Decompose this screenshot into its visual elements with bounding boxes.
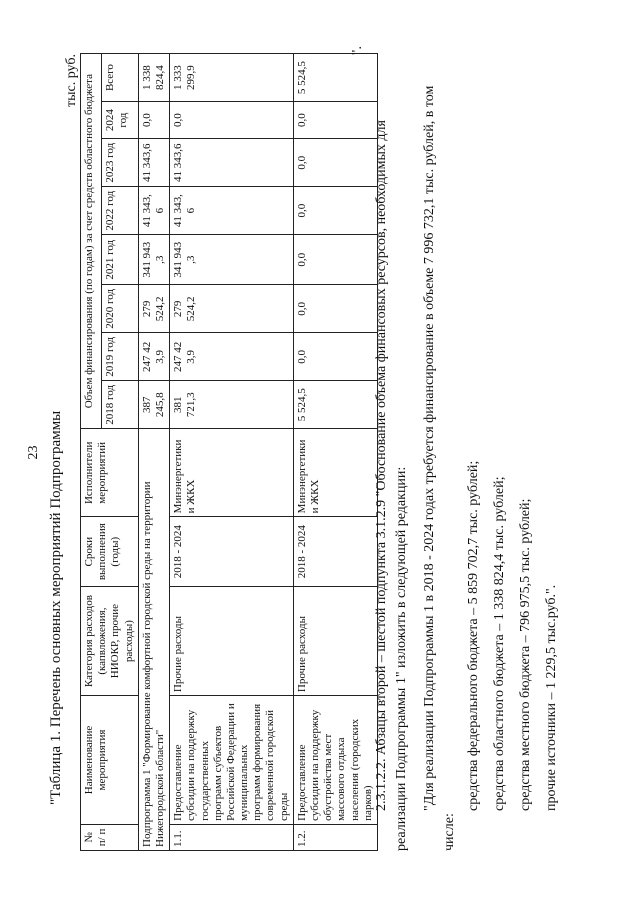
header-year: 2021 год [102,235,139,285]
table-cell: 1 338 824,4 [138,54,169,102]
table-cell: 0,0 [138,102,169,139]
table-cell: 0,0 [293,102,377,139]
header-year: 2020 год [102,285,139,333]
table-cell: 381 721,3 [170,381,294,429]
header-name: Наименование мероприятия [81,696,139,825]
header-year: 2022 год [102,187,139,235]
table-cell: 0,0 [293,333,377,381]
row-executor: Минэнергетики и ЖКХ [293,429,377,517]
row-executor: Минэнергетики и ЖКХ [170,429,294,517]
row-category: Прочие расходы [293,587,377,696]
header-total: Всего [102,54,139,102]
row-term: 2018 - 2024 [293,517,377,587]
header-term: Сроки выполнения (годы) [81,517,139,587]
table-cell: 5 524,5 [293,54,377,102]
closing-quote: ". [350,46,365,56]
header-year: 2023 год [102,139,139,187]
header-category: Категория расходов (капвложения, НИОКР, прочие расходы) [81,587,139,696]
table-title: "Таблица 1. Перечень основных мероприятий Подпрограммы [48,410,64,805]
table-cell: 247 42 3,9 [170,333,294,381]
row-name: Предоставление субсидии на поддержку государственных программ субъектов Российской Федерации и муниципальных программ формирования современной городской среды [170,696,294,825]
header-funding: Объем финансирования (по годам) за счет средств областного бюджета [81,54,102,429]
section-title: Подпрограмма 1 "Формирование комфортной городской среды на территории Нижегородской области" [138,429,169,851]
activities-table [80,53,378,851]
row-num: 1.1. [170,824,294,850]
header-row [81,54,102,851]
table-cell: 41 343,6 [170,139,294,187]
table-cell: 341 943 ,3 [170,235,294,285]
table-cell: 279 524,2 [170,285,294,333]
table-cell: 0,0 [293,285,377,333]
table-cell: 279 524,2 [138,285,169,333]
table-cell: 5 524,5 [293,381,377,429]
table-cell: 341 943 ,3 [138,235,169,285]
table-row [170,54,294,851]
row-term: 2018 - 2024 [170,517,294,587]
table-cell: 0,0 [293,187,377,235]
section-row [138,54,169,851]
row-num: 1.2. [293,824,377,850]
paragraph: средства местного бюджета – 796 975,5 тыс. рублей; [518,498,533,811]
paragraph: "Для реализации Подпрограммы 1 в 2018 - 2024 годах требуется финансирование в объеме 7 996 732,1 тыс. рублей, в том числе: [422,85,458,851]
header-year: 2018 год [102,381,139,429]
paragraph: средства федерального бюджета – 5 859 702,7 тыс. рублей; [466,460,481,811]
table-cell: 41 343,6 [138,139,169,187]
header-num: № п/ п [81,824,139,850]
table-cell: 0,0 [293,139,377,187]
paragraph: прочие источники – 1 229,5 тыс.руб.". [544,584,559,811]
row-name: Предоставление субсидии на поддержку обустройства мест массового отдыха населения (городских парков) [293,696,377,825]
table-cell: 387 245,8 [138,381,169,429]
table-cell: 0,0 [293,235,377,285]
table-cell: 1 333 299,9 [170,54,294,102]
table-cell: 0,0 [170,102,294,139]
paragraph: средства областного бюджета – 1 338 824,4 тыс. рублей; [492,476,507,811]
header-executor: Исполнители мероприятий [81,429,139,517]
table-cell: 41 343, 6 [170,187,294,235]
page-number: 23 [26,445,41,460]
row-category: Прочие расходы [170,587,294,696]
header-year: 2024 год [102,102,139,139]
table-cell: 247 42 3,9 [138,333,169,381]
header-year: 2019 год [102,333,139,381]
unit-label: тыс. руб. [64,54,79,107]
paragraph: 2.3.1.2.2. Абзацы второй – шестой подпункта 3.1.2.9 "Обоснование объема финансовых ресурсов, необходимых для реализации Подпрограммы 1" изложить в следующей редакции: [374,120,410,851]
table-row [293,54,377,851]
table-cell: 41 343, 6 [138,187,169,235]
